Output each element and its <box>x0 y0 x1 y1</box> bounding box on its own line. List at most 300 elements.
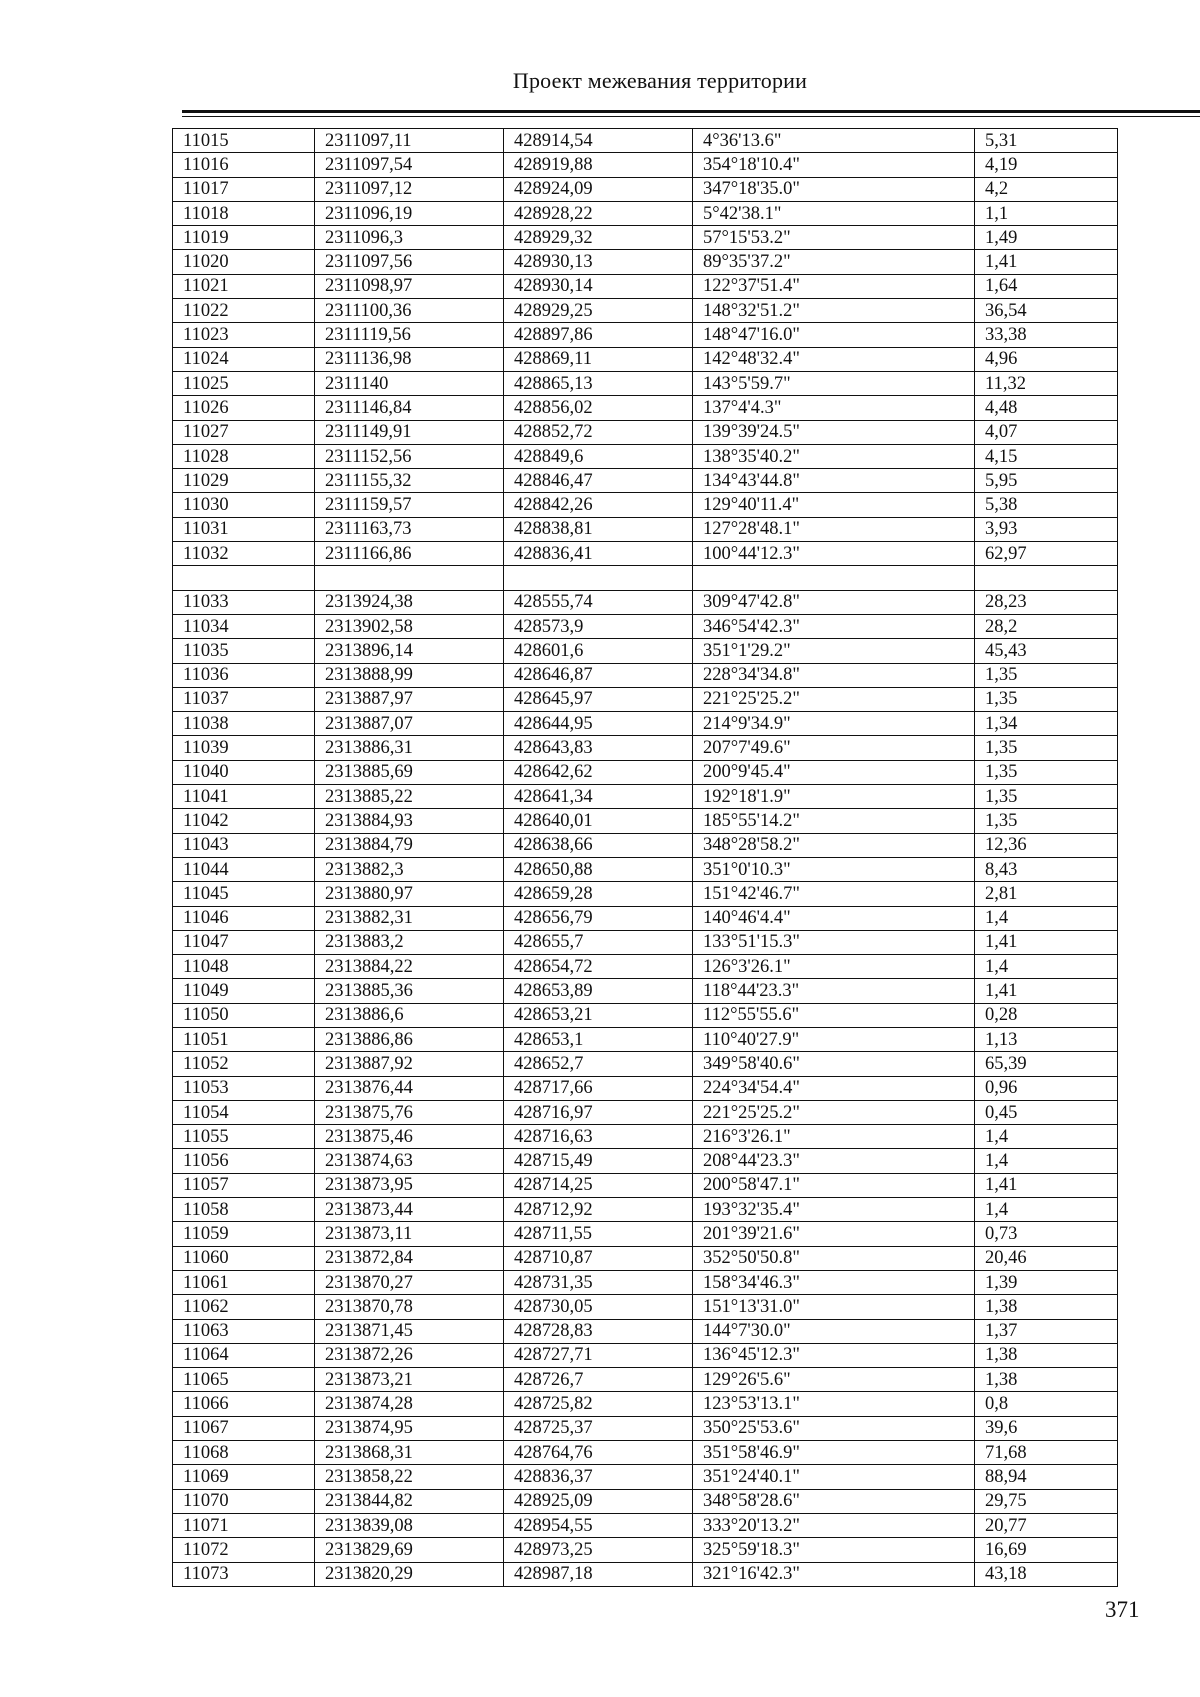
direction-angle-cell: 200°9'45.4" <box>693 760 975 784</box>
x-coordinate-cell: 2311097,54 <box>315 153 504 177</box>
x-coordinate-cell: 2313884,93 <box>315 809 504 833</box>
table-row <box>173 1489 1118 1513</box>
distance-cell: 1,4 <box>975 1125 1118 1149</box>
table-row <box>173 444 1118 468</box>
y-coordinate-cell: 428641,34 <box>504 785 693 809</box>
direction-angle-cell: 348°28'58.2" <box>693 833 975 857</box>
y-coordinate-cell: 428573,9 <box>504 614 693 638</box>
x-coordinate-cell: 2313874,28 <box>315 1392 504 1416</box>
y-coordinate-cell: 428930,13 <box>504 250 693 274</box>
x-coordinate-cell: 2313868,31 <box>315 1441 504 1465</box>
distance-cell: 1,34 <box>975 712 1118 736</box>
direction-angle-cell: 158°34'46.3" <box>693 1270 975 1294</box>
direction-angle-cell: 148°47'16.0" <box>693 323 975 347</box>
point-number-cell: 11032 <box>173 542 315 566</box>
direction-angle-cell: 208°44'23.3" <box>693 1149 975 1173</box>
table-row <box>173 153 1118 177</box>
direction-angle-cell: 136°45'12.3" <box>693 1343 975 1367</box>
x-coordinate-cell: 2313884,79 <box>315 833 504 857</box>
distance-cell: 0,73 <box>975 1222 1118 1246</box>
table-row <box>173 687 1118 711</box>
x-coordinate-cell: 2313873,95 <box>315 1173 504 1197</box>
table-row <box>173 1173 1118 1197</box>
x-coordinate-cell: 2311136,98 <box>315 347 504 371</box>
distance-cell: 29,75 <box>975 1489 1118 1513</box>
distance-cell: 1,13 <box>975 1027 1118 1051</box>
distance-cell: 5,31 <box>975 129 1118 153</box>
table-row <box>173 1100 1118 1124</box>
y-coordinate-cell: 428656,79 <box>504 906 693 930</box>
distance-cell: 1,35 <box>975 760 1118 784</box>
x-coordinate-cell: 2313880,97 <box>315 882 504 906</box>
x-coordinate-cell: 2311119,56 <box>315 323 504 347</box>
distance-cell: 4,07 <box>975 420 1118 444</box>
y-coordinate-cell <box>504 566 693 590</box>
distance-cell: 1,64 <box>975 274 1118 298</box>
distance-cell: 1,35 <box>975 785 1118 809</box>
distance-cell: 45,43 <box>975 639 1118 663</box>
direction-angle-cell: 351°1'29.2" <box>693 639 975 663</box>
x-coordinate-cell: 2313871,45 <box>315 1319 504 1343</box>
x-coordinate-cell: 2313858,22 <box>315 1465 504 1489</box>
direction-angle-cell: 309°47'42.8" <box>693 590 975 614</box>
point-number-cell: 11064 <box>173 1343 315 1367</box>
y-coordinate-cell: 428919,88 <box>504 153 693 177</box>
table-row <box>173 1027 1118 1051</box>
point-number-cell: 11053 <box>173 1076 315 1100</box>
distance-cell: 1,38 <box>975 1343 1118 1367</box>
distance-cell: 28,2 <box>975 614 1118 638</box>
distance-cell: 1,41 <box>975 979 1118 1003</box>
table-row <box>173 542 1118 566</box>
direction-angle-cell: 333°20'13.2" <box>693 1513 975 1537</box>
direction-angle-cell: 110°40'27.9" <box>693 1027 975 1051</box>
table-row <box>173 1198 1118 1222</box>
header-rule-thin <box>182 116 1200 117</box>
direction-angle-cell: 140°46'4.4" <box>693 906 975 930</box>
distance-cell: 1,4 <box>975 906 1118 930</box>
y-coordinate-cell: 428712,92 <box>504 1198 693 1222</box>
table-row <box>173 955 1118 979</box>
y-coordinate-cell: 428849,6 <box>504 444 693 468</box>
direction-angle-cell: 321°16'42.3" <box>693 1562 975 1586</box>
point-number-cell: 11025 <box>173 371 315 395</box>
y-coordinate-cell: 428727,71 <box>504 1343 693 1367</box>
distance-cell: 0,28 <box>975 1003 1118 1027</box>
table-row <box>173 347 1118 371</box>
x-coordinate-cell: 2313874,63 <box>315 1149 504 1173</box>
table-row <box>173 1538 1118 1562</box>
point-number-cell: 11055 <box>173 1125 315 1149</box>
point-number-cell: 11029 <box>173 469 315 493</box>
x-coordinate-cell: 2313844,82 <box>315 1489 504 1513</box>
table-row <box>173 1246 1118 1270</box>
distance-cell: 11,32 <box>975 371 1118 395</box>
distance-cell: 20,46 <box>975 1246 1118 1270</box>
x-coordinate-cell: 2313886,6 <box>315 1003 504 1027</box>
distance-cell: 4,96 <box>975 347 1118 371</box>
direction-angle-cell: 221°25'25.2" <box>693 1100 975 1124</box>
point-number-cell: 11065 <box>173 1368 315 1392</box>
point-number-cell <box>173 566 315 590</box>
direction-angle-cell: 352°50'50.8" <box>693 1246 975 1270</box>
x-coordinate-cell: 2313884,22 <box>315 955 504 979</box>
point-number-cell: 11035 <box>173 639 315 663</box>
table-row <box>173 882 1118 906</box>
x-coordinate-cell: 2313896,14 <box>315 639 504 663</box>
direction-angle-cell: 57°15'53.2" <box>693 226 975 250</box>
y-coordinate-cell: 428642,62 <box>504 760 693 784</box>
direction-angle-cell: 325°59'18.3" <box>693 1538 975 1562</box>
x-coordinate-cell: 2311163,73 <box>315 517 504 541</box>
y-coordinate-cell: 428973,25 <box>504 1538 693 1562</box>
y-coordinate-cell: 428929,32 <box>504 226 693 250</box>
y-coordinate-cell: 428644,95 <box>504 712 693 736</box>
y-coordinate-cell: 428725,37 <box>504 1416 693 1440</box>
point-number-cell: 11037 <box>173 687 315 711</box>
y-coordinate-cell: 428638,66 <box>504 833 693 857</box>
y-coordinate-cell: 428730,05 <box>504 1295 693 1319</box>
point-number-cell: 11020 <box>173 250 315 274</box>
y-coordinate-cell: 428838,81 <box>504 517 693 541</box>
x-coordinate-cell: 2313870,27 <box>315 1270 504 1294</box>
distance-cell: 1,35 <box>975 736 1118 760</box>
x-coordinate-cell: 2313886,86 <box>315 1027 504 1051</box>
point-number-cell: 11026 <box>173 396 315 420</box>
y-coordinate-cell: 428555,74 <box>504 590 693 614</box>
point-number-cell: 11045 <box>173 882 315 906</box>
direction-angle-cell: 224°34'54.4" <box>693 1076 975 1100</box>
y-coordinate-cell: 428924,09 <box>504 177 693 201</box>
x-coordinate-cell <box>315 566 504 590</box>
x-coordinate-cell: 2313887,97 <box>315 687 504 711</box>
distance-cell: 20,77 <box>975 1513 1118 1537</box>
direction-angle-cell: 100°44'12.3" <box>693 542 975 566</box>
direction-angle-cell: 133°51'15.3" <box>693 930 975 954</box>
table-row <box>173 201 1118 225</box>
direction-angle-cell: 228°34'34.8" <box>693 663 975 687</box>
distance-cell: 39,6 <box>975 1416 1118 1440</box>
distance-cell: 1,39 <box>975 1270 1118 1294</box>
table-row <box>173 274 1118 298</box>
direction-angle-cell: 148°32'51.2" <box>693 299 975 323</box>
point-number-cell: 11041 <box>173 785 315 809</box>
point-number-cell: 11018 <box>173 201 315 225</box>
x-coordinate-cell: 2313887,07 <box>315 712 504 736</box>
x-coordinate-cell: 2313888,99 <box>315 663 504 687</box>
point-number-cell: 11019 <box>173 226 315 250</box>
direction-angle-cell: 354°18'10.4" <box>693 153 975 177</box>
distance-cell: 0,8 <box>975 1392 1118 1416</box>
point-number-cell: 11061 <box>173 1270 315 1294</box>
table-row <box>173 323 1118 347</box>
y-coordinate-cell: 428764,76 <box>504 1441 693 1465</box>
table-row <box>173 785 1118 809</box>
y-coordinate-cell: 428726,7 <box>504 1368 693 1392</box>
x-coordinate-cell: 2313873,21 <box>315 1368 504 1392</box>
distance-cell: 1,41 <box>975 250 1118 274</box>
point-number-cell: 11039 <box>173 736 315 760</box>
table-row <box>173 1392 1118 1416</box>
x-coordinate-cell: 2311166,86 <box>315 542 504 566</box>
table-row <box>173 712 1118 736</box>
y-coordinate-cell: 428865,13 <box>504 371 693 395</box>
x-coordinate-cell: 2311097,12 <box>315 177 504 201</box>
y-coordinate-cell: 428897,86 <box>504 323 693 347</box>
x-coordinate-cell: 2311149,91 <box>315 420 504 444</box>
distance-cell: 5,38 <box>975 493 1118 517</box>
x-coordinate-cell: 2313887,92 <box>315 1052 504 1076</box>
direction-angle-cell: 126°3'26.1" <box>693 955 975 979</box>
table-row <box>173 469 1118 493</box>
point-number-cell: 11038 <box>173 712 315 736</box>
point-number-cell: 11042 <box>173 809 315 833</box>
x-coordinate-cell: 2311146,84 <box>315 396 504 420</box>
table-row <box>173 639 1118 663</box>
distance-cell: 1,41 <box>975 930 1118 954</box>
x-coordinate-cell: 2311096,3 <box>315 226 504 250</box>
table-row <box>173 1562 1118 1586</box>
x-coordinate-cell: 2311155,32 <box>315 469 504 493</box>
direction-angle-cell: 193°32'35.4" <box>693 1198 975 1222</box>
distance-cell: 1,4 <box>975 1149 1118 1173</box>
distance-cell: 8,43 <box>975 857 1118 881</box>
coordinates-table <box>172 128 1118 1587</box>
point-number-cell: 11021 <box>173 274 315 298</box>
table-row <box>173 226 1118 250</box>
direction-angle-cell: 351°24'40.1" <box>693 1465 975 1489</box>
point-number-cell: 11060 <box>173 1246 315 1270</box>
distance-cell: 12,36 <box>975 833 1118 857</box>
y-coordinate-cell: 428925,09 <box>504 1489 693 1513</box>
distance-cell: 1,38 <box>975 1295 1118 1319</box>
direction-angle-cell: 347°18'35.0" <box>693 177 975 201</box>
point-number-cell: 11062 <box>173 1295 315 1319</box>
direction-angle-cell: 351°0'10.3" <box>693 857 975 881</box>
x-coordinate-cell: 2313874,95 <box>315 1416 504 1440</box>
x-coordinate-cell: 2313872,84 <box>315 1246 504 1270</box>
direction-angle-cell: 207°7'49.6" <box>693 736 975 760</box>
table-row <box>173 517 1118 541</box>
direction-angle-cell: 351°58'46.9" <box>693 1441 975 1465</box>
table-row <box>173 420 1118 444</box>
x-coordinate-cell: 2311100,36 <box>315 299 504 323</box>
distance-cell: 71,68 <box>975 1441 1118 1465</box>
point-number-cell: 11046 <box>173 906 315 930</box>
distance-cell: 1,4 <box>975 1198 1118 1222</box>
point-number-cell: 11015 <box>173 129 315 153</box>
direction-angle-cell: 129°40'11.4" <box>693 493 975 517</box>
table-row <box>173 809 1118 833</box>
x-coordinate-cell: 2313902,58 <box>315 614 504 638</box>
point-number-cell: 11057 <box>173 1173 315 1197</box>
x-coordinate-cell: 2311140 <box>315 371 504 395</box>
direction-angle-cell: 151°42'46.7" <box>693 882 975 906</box>
x-coordinate-cell: 2313885,36 <box>315 979 504 1003</box>
table-row <box>173 250 1118 274</box>
point-number-cell: 11031 <box>173 517 315 541</box>
point-number-cell: 11052 <box>173 1052 315 1076</box>
direction-angle-cell: 118°44'23.3" <box>693 979 975 1003</box>
direction-angle-cell: 129°26'5.6" <box>693 1368 975 1392</box>
direction-angle-cell: 350°25'53.6" <box>693 1416 975 1440</box>
point-number-cell: 11070 <box>173 1489 315 1513</box>
table-row <box>173 177 1118 201</box>
y-coordinate-cell: 428928,22 <box>504 201 693 225</box>
direction-angle-cell: 144°7'30.0" <box>693 1319 975 1343</box>
point-number-cell: 11033 <box>173 590 315 614</box>
table-row <box>173 979 1118 1003</box>
direction-angle-cell: 214°9'34.9" <box>693 712 975 736</box>
distance-cell: 1,1 <box>975 201 1118 225</box>
direction-angle-cell: 122°37'51.4" <box>693 274 975 298</box>
y-coordinate-cell: 428725,82 <box>504 1392 693 1416</box>
table-row <box>173 590 1118 614</box>
point-number-cell: 11056 <box>173 1149 315 1173</box>
table-row <box>173 566 1118 590</box>
x-coordinate-cell: 2313839,08 <box>315 1513 504 1537</box>
y-coordinate-cell: 428716,97 <box>504 1100 693 1124</box>
direction-angle-cell: 4°36'13.6" <box>693 129 975 153</box>
point-number-cell: 11022 <box>173 299 315 323</box>
table-row <box>173 663 1118 687</box>
y-coordinate-cell: 428852,72 <box>504 420 693 444</box>
y-coordinate-cell: 428930,14 <box>504 274 693 298</box>
y-coordinate-cell: 428716,63 <box>504 1125 693 1149</box>
y-coordinate-cell: 428653,1 <box>504 1027 693 1051</box>
y-coordinate-cell: 428654,72 <box>504 955 693 979</box>
distance-cell: 4,2 <box>975 177 1118 201</box>
direction-angle-cell: 127°28'48.1" <box>693 517 975 541</box>
y-coordinate-cell: 428842,26 <box>504 493 693 517</box>
distance-cell: 43,18 <box>975 1562 1118 1586</box>
direction-angle-cell: 123°53'13.1" <box>693 1392 975 1416</box>
distance-cell: 28,23 <box>975 590 1118 614</box>
y-coordinate-cell: 428929,25 <box>504 299 693 323</box>
point-number-cell: 11023 <box>173 323 315 347</box>
table-row <box>173 614 1118 638</box>
direction-angle-cell: 151°13'31.0" <box>693 1295 975 1319</box>
table-row <box>173 129 1118 153</box>
y-coordinate-cell: 428710,87 <box>504 1246 693 1270</box>
y-coordinate-cell: 428728,83 <box>504 1319 693 1343</box>
distance-cell: 5,95 <box>975 469 1118 493</box>
coordinates-table-body <box>173 129 1118 1587</box>
y-coordinate-cell: 428659,28 <box>504 882 693 906</box>
distance-cell: 4,48 <box>975 396 1118 420</box>
distance-cell <box>975 566 1118 590</box>
table-row <box>173 1343 1118 1367</box>
table-row <box>173 1125 1118 1149</box>
direction-angle-cell: 201°39'21.6" <box>693 1222 975 1246</box>
x-coordinate-cell: 2313820,29 <box>315 1562 504 1586</box>
distance-cell: 88,94 <box>975 1465 1118 1489</box>
y-coordinate-cell: 428987,18 <box>504 1562 693 1586</box>
direction-angle-cell: 200°58'47.1" <box>693 1173 975 1197</box>
distance-cell: 1,35 <box>975 809 1118 833</box>
x-coordinate-cell: 2313885,69 <box>315 760 504 784</box>
table-row <box>173 299 1118 323</box>
direction-angle-cell: 137°4'4.3" <box>693 396 975 420</box>
page-header-title: Проект межевания территории <box>512 68 808 93</box>
table-row <box>173 1295 1118 1319</box>
table-row <box>173 1270 1118 1294</box>
point-number-cell: 11054 <box>173 1100 315 1124</box>
page-number: 371 <box>1105 1597 1140 1622</box>
direction-angle-cell: 185°55'14.2" <box>693 809 975 833</box>
point-number-cell: 11036 <box>173 663 315 687</box>
table-row <box>173 930 1118 954</box>
table-row <box>173 1003 1118 1027</box>
point-number-cell: 11044 <box>173 857 315 881</box>
direction-angle-cell: 134°43'44.8" <box>693 469 975 493</box>
x-coordinate-cell: 2313885,22 <box>315 785 504 809</box>
direction-angle-cell <box>693 566 975 590</box>
distance-cell: 4,15 <box>975 444 1118 468</box>
direction-angle-cell: 192°18'1.9" <box>693 785 975 809</box>
point-number-cell: 11047 <box>173 930 315 954</box>
table-row <box>173 1416 1118 1440</box>
distance-cell: 62,97 <box>975 542 1118 566</box>
header-rule-thick <box>182 110 1200 113</box>
distance-cell: 33,38 <box>975 323 1118 347</box>
table-row <box>173 1465 1118 1489</box>
point-number-cell: 11030 <box>173 493 315 517</box>
x-coordinate-cell: 2313873,11 <box>315 1222 504 1246</box>
x-coordinate-cell: 2313872,26 <box>315 1343 504 1367</box>
point-number-cell: 11051 <box>173 1027 315 1051</box>
table-row <box>173 1222 1118 1246</box>
y-coordinate-cell: 428836,37 <box>504 1465 693 1489</box>
point-number-cell: 11068 <box>173 1441 315 1465</box>
point-number-cell: 11063 <box>173 1319 315 1343</box>
x-coordinate-cell: 2311097,56 <box>315 250 504 274</box>
distance-cell: 0,96 <box>975 1076 1118 1100</box>
direction-angle-cell: 142°48'32.4" <box>693 347 975 371</box>
direction-angle-cell: 139°39'24.5" <box>693 420 975 444</box>
y-coordinate-cell: 428653,21 <box>504 1003 693 1027</box>
distance-cell: 36,54 <box>975 299 1118 323</box>
y-coordinate-cell: 428715,49 <box>504 1149 693 1173</box>
y-coordinate-cell: 428652,7 <box>504 1052 693 1076</box>
x-coordinate-cell: 2311152,56 <box>315 444 504 468</box>
table-row <box>173 1076 1118 1100</box>
y-coordinate-cell: 428869,11 <box>504 347 693 371</box>
distance-cell: 1,38 <box>975 1368 1118 1392</box>
direction-angle-cell: 216°3'26.1" <box>693 1125 975 1149</box>
point-number-cell: 11043 <box>173 833 315 857</box>
distance-cell: 3,93 <box>975 517 1118 541</box>
point-number-cell: 11071 <box>173 1513 315 1537</box>
distance-cell: 0,45 <box>975 1100 1118 1124</box>
table-row <box>173 1513 1118 1537</box>
distance-cell: 1,37 <box>975 1319 1118 1343</box>
point-number-cell: 11028 <box>173 444 315 468</box>
point-number-cell: 11069 <box>173 1465 315 1489</box>
direction-angle-cell: 112°55'55.6" <box>693 1003 975 1027</box>
table-row <box>173 371 1118 395</box>
x-coordinate-cell: 2311098,97 <box>315 274 504 298</box>
x-coordinate-cell: 2311096,19 <box>315 201 504 225</box>
y-coordinate-cell: 428836,41 <box>504 542 693 566</box>
x-coordinate-cell: 2313875,76 <box>315 1100 504 1124</box>
x-coordinate-cell: 2313924,38 <box>315 590 504 614</box>
direction-angle-cell: 89°35'37.2" <box>693 250 975 274</box>
y-coordinate-cell: 428731,35 <box>504 1270 693 1294</box>
distance-cell: 65,39 <box>975 1052 1118 1076</box>
table-row <box>173 396 1118 420</box>
table-row <box>173 1052 1118 1076</box>
